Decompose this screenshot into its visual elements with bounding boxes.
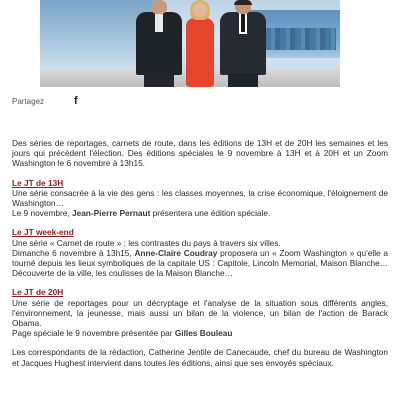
section-jt-20h bbox=[12, 287, 388, 338]
section-text: Une série de reportages pour un décryptage et l'analyse de la situation sous différents angles, l'environnement, la jeunesse, mais aussi un bilan de la violence, un bilan de l'action de Barack Obama. bbox=[12, 297, 388, 329]
share-bar bbox=[12, 95, 132, 109]
article-body bbox=[12, 138, 388, 377]
section-text: Le 9 novembre, bbox=[12, 208, 72, 219]
presenter-name: Anne-Claire Coudray bbox=[134, 247, 218, 258]
share-label: Partagez bbox=[12, 97, 45, 106]
presenter-right bbox=[218, 0, 268, 87]
presenter-name: Gilles Bouleau bbox=[174, 328, 233, 339]
section-text: Page spéciale le 9 novembre présentée par bbox=[12, 328, 175, 339]
presenter-center bbox=[182, 0, 218, 87]
news-presenters-photo bbox=[40, 0, 340, 87]
section-title: Le JT de 20H bbox=[12, 287, 64, 298]
section-jt-13h bbox=[12, 178, 388, 219]
section-text: présentera une édition spéciale. bbox=[150, 208, 271, 219]
section-text: proposera un « Zoom Washington » qu'elle a tourné depuis les lieux symboliques de la capitale US : Capitole, Lincoln Memorial, Maison Blanche… Découverte de la ville, les coulisses de la Maison Blanche… bbox=[12, 247, 388, 279]
presenter-name: Jean-Pierre Pernaut bbox=[71, 208, 151, 219]
intro-paragraph: Des séries de reportages, carnets de route, dans les éditions de 13H et de 20H les semaines et les jours qui précèdent l'élection. Des éditions spéciales le 9 novembre à 13H et à 20H et un Zoom Washington le 6 novembre à 13h15. bbox=[12, 138, 388, 169]
section-text: Dimanche 6 novembre à 13h15, bbox=[12, 247, 135, 258]
section-jt-weekend bbox=[12, 227, 388, 278]
section-text: Une série « Carnet de route » : les contrastes du pays à travers six villes. bbox=[12, 237, 281, 248]
section-title: Le JT week-end bbox=[12, 227, 74, 238]
section-title: Le JT de 13H bbox=[12, 177, 64, 188]
section-text: Une série consacrée à la vie des gens : les classes moyennes, la crise économique, l'éloignement de Washington… bbox=[12, 187, 388, 209]
outro-paragraph: Les correspondants de la rédaction, Catherine Jentile de Canecaude, chef du bureau de Washington et Jacques Hughest intervient dans toutes les éditions, ainsi que ses envoyés spéciaux. bbox=[12, 347, 388, 368]
presenter-left bbox=[134, 0, 184, 87]
facebook-icon[interactable]: f bbox=[74, 95, 78, 107]
